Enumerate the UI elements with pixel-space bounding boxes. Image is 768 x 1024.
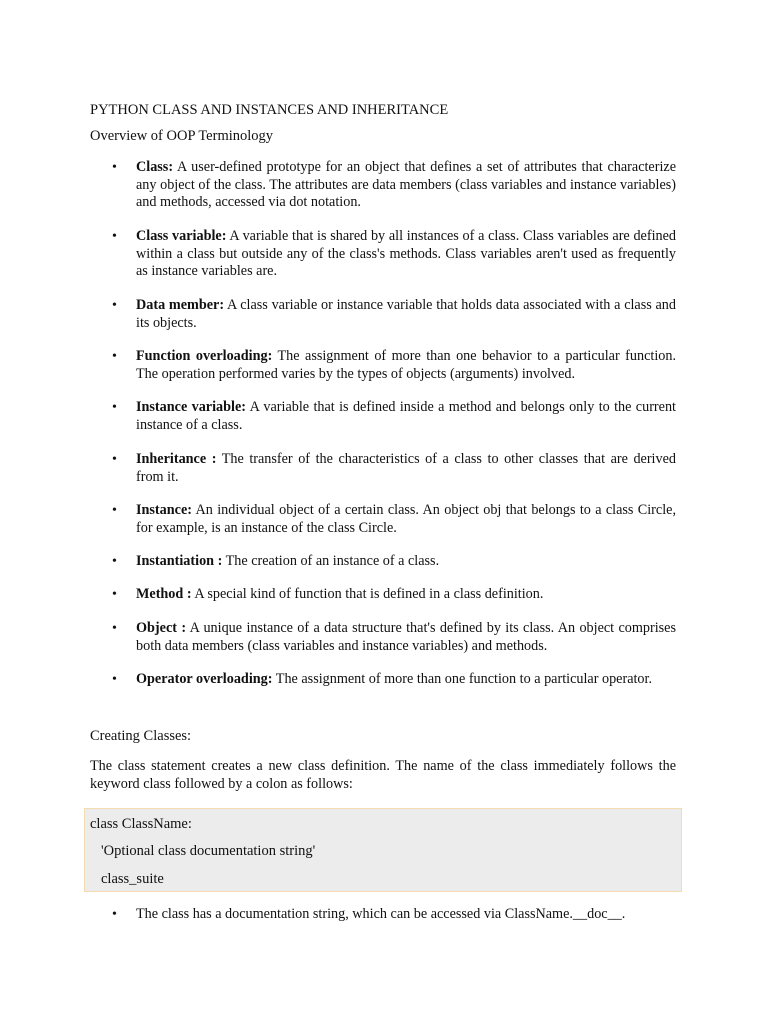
bullet-icon: •	[112, 349, 117, 364]
term-label: Function overloading:	[136, 348, 273, 364]
creating-classes-heading: Creating Classes:	[90, 728, 192, 744]
term-definition: An individual object of a certain class. An object obj that belongs to a class Circle, for example, is an instance of the class Circle.	[136, 502, 676, 536]
term-label: Instance:	[136, 502, 192, 518]
bullet-icon: •	[112, 298, 117, 313]
term-definition: The transfer of the characteristics of a class to other classes that are derived from it.	[136, 451, 676, 485]
term-definition: The assignment of more than one behavior to a particular function. The operation performed varies by the types of objects (arguments) involved.	[136, 348, 676, 382]
code-line: 'Optional class documentation string'	[101, 843, 316, 859]
term-label: Object :	[136, 620, 187, 636]
bullet-icon: •	[112, 229, 117, 244]
code-line: class ClassName:	[90, 816, 192, 832]
term-label: Data member:	[136, 297, 225, 313]
bullet-icon: •	[112, 621, 117, 636]
term-definition: A special kind of function that is defined in a class definition.	[191, 586, 544, 602]
bullet-icon: •	[112, 907, 117, 922]
term-definition: A class variable or instance variable that holds data associated with a class and its objects.	[136, 297, 676, 331]
term-label: Operator overloading:	[136, 671, 273, 687]
term-definition: The creation of an instance of a class.	[222, 553, 440, 569]
term-label: Method :	[136, 586, 192, 602]
code-block	[84, 808, 682, 892]
term-label: Class variable:	[136, 228, 227, 244]
term-definition: A variable that is shared by all instances of a class. Class variables are defined within a class but outside any of the class's methods. Class variables aren't used as frequently as instance variables are.	[136, 228, 676, 279]
bullet-icon: •	[112, 672, 117, 687]
term-definition: A unique instance of a data structure that's defined by its class. An object comprises both data members (class variables and instance variables) and methods.	[136, 620, 676, 654]
term-label: Inheritance :	[136, 451, 217, 467]
term-label: Instance variable:	[136, 399, 246, 415]
bullet-icon: •	[112, 587, 117, 602]
bullet-icon: •	[112, 452, 117, 467]
section-subtitle: Overview of OOP Terminology	[90, 128, 274, 144]
bullet-icon: •	[112, 554, 117, 569]
code-line: class_suite	[101, 871, 164, 887]
bullet-icon: •	[112, 160, 117, 175]
creating-classes-intro: The class statement creates a new class definition. The name of the class immediately follows the keyword class followed by a colon as follows:	[90, 758, 676, 792]
bullet-icon: •	[112, 503, 117, 518]
bullet-icon: •	[112, 400, 117, 415]
term-definition: A variable that is defined inside a method and belongs only to the current instance of a class.	[136, 399, 676, 433]
term-label: Instantiation :	[136, 553, 223, 569]
final-bullet-text: The class has a documentation string, which can be accessed via ClassName.__doc__.	[136, 906, 626, 922]
term-definition: The assignment of more than one function to a particular operator.	[272, 671, 653, 687]
term-definition: A user-defined prototype for an object that defines a set of attributes that characterize any object of the class. The attributes are data members (class variables and instance variables) and methods, accessed via dot notation.	[136, 159, 676, 210]
term-label: Class:	[136, 159, 174, 175]
page-title: PYTHON CLASS AND INSTANCES AND INHERITANCE	[90, 102, 449, 118]
